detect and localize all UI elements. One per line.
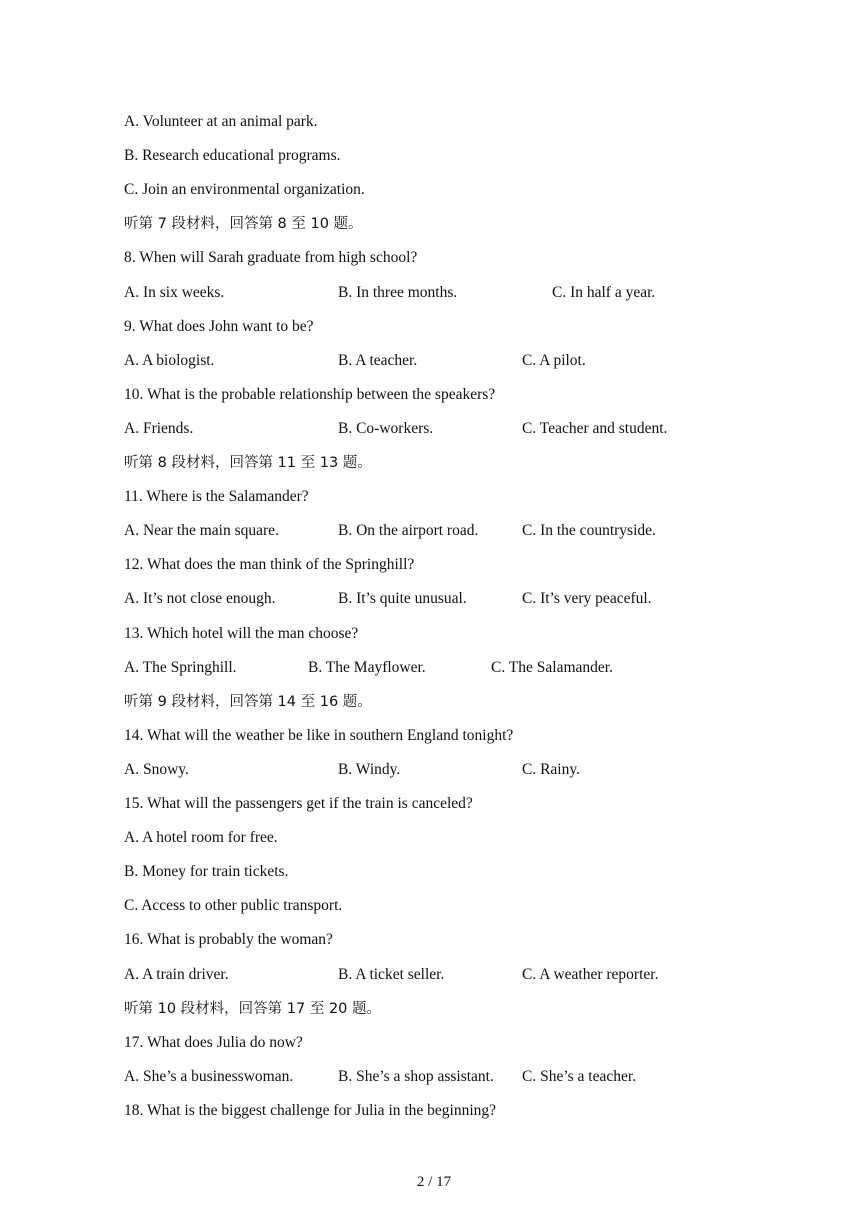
question-text: 15. What will the passengers get if the train is canceled?	[124, 795, 473, 812]
answer-option: B. On the airport road.	[338, 522, 479, 540]
answer-option: B. The Mayflower.	[308, 658, 426, 676]
answer-option: B. Co-workers.	[338, 419, 434, 437]
question-text: 18. What is the biggest challenge for Julia in the beginning?	[124, 1101, 497, 1119]
answer-option: C. She’s a teacher.	[522, 1067, 637, 1085]
page-number: 2 / 17	[416, 1174, 452, 1190]
answer-option: B. She’s a shop assistant.	[338, 1067, 494, 1085]
answer-option: A. A train driver.	[124, 965, 229, 983]
question-text: 12. What does the man think of the Springhill?	[124, 556, 415, 574]
answer-option: B. Money for train tickets.	[124, 863, 289, 881]
answer-option: C. In half a year.	[552, 283, 656, 301]
question-text: 8. When will Sarah graduate from high school?	[124, 249, 418, 267]
answer-option: B. A teacher.	[338, 351, 418, 369]
question-text: 9. What does John want to be?	[124, 317, 314, 335]
answer-option: A. It’s not close enough.	[124, 590, 276, 608]
question-text: 17. What does Julia do now?	[124, 1033, 303, 1051]
question-text: 14. What will the weather be like in southern England tonight?	[124, 726, 514, 744]
answer-option: A. A hotel room for free.	[124, 829, 278, 847]
answer-option: A. Near the main square.	[124, 522, 279, 540]
answer-option: A. A biologist.	[124, 351, 215, 369]
answer-option: B. Research educational programs.	[124, 147, 341, 165]
answer-option: B. In three months.	[338, 283, 458, 301]
answer-option: A. Friends.	[124, 419, 194, 437]
answer-option: C. The Salamander.	[491, 658, 613, 676]
answer-option: B. Windy.	[338, 760, 401, 778]
answer-option: C. It’s very peaceful.	[522, 590, 652, 608]
answer-option: C. Access to other public transport.	[124, 897, 343, 915]
answer-option: A. Volunteer at an animal park.	[124, 113, 318, 130]
answer-option: C. Teacher and student.	[522, 419, 668, 437]
question-text: 16. What is probably the woman?	[124, 931, 333, 949]
answer-option: C. Join an environmental organization.	[124, 181, 365, 199]
section-heading: 听第 10 段材料，回答第 17 至 20 题。	[124, 1000, 382, 1017]
answer-option: C. A pilot.	[522, 351, 586, 369]
answer-option: A. The Springhill.	[124, 658, 237, 676]
answer-option: B. It’s quite unusual.	[338, 590, 467, 608]
section-heading: 听第 8 段材料，回答第 11 至 13 题。	[124, 455, 372, 471]
answer-option: C. A weather reporter.	[522, 965, 659, 983]
answer-option: C. In the countryside.	[522, 522, 656, 540]
answer-option: B. A ticket seller.	[338, 965, 445, 983]
answer-option: A. Snowy.	[124, 760, 189, 778]
question-text: 11. Where is the Salamander?	[124, 488, 309, 506]
question-text: 10. What is the probable relationship between the speakers?	[124, 385, 496, 403]
section-heading: 听第 7 段材料，回答第 8 至 10 题。	[124, 216, 363, 233]
answer-option: A. In six weeks.	[124, 283, 225, 301]
section-heading: 听第 9 段材料，回答第 14 至 16 题。	[124, 693, 372, 710]
answer-option: A. She’s a businesswoman.	[124, 1067, 294, 1085]
question-text: 13. Which hotel will the man choose?	[124, 624, 359, 642]
answer-option: C. Rainy.	[522, 760, 580, 778]
